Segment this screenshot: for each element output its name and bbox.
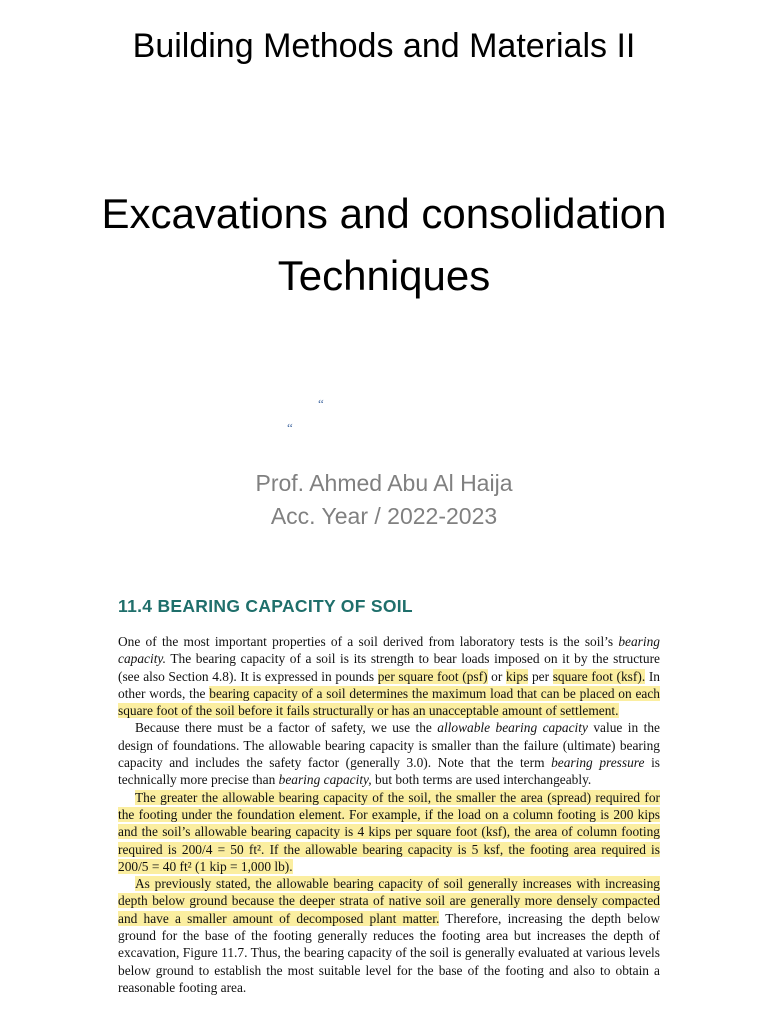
- slide-title: Building Methods and Materials II: [132, 27, 636, 65]
- excerpt-body: [118, 633, 660, 996]
- excerpt-paragraph-1: One of the most important properties of a soil derived from laboratory tests is the soil’s bearing capacity. The bearing capacity of a soil is its strength to bear loads imposed on it by the structure (see also Section 4.8). It is expressed in pounds per square foot (psf) or kips per square foot (ksf). In other words, the bearing capacity of a soil determines the maximum load that can be placed on each square foot of the soil before it fails structurally or has an unacceptable amount of settlement.: [118, 634, 660, 719]
- academic-year: Acc. Year / 2022-2023: [270, 503, 498, 529]
- slide-subtitle: [0, 183, 768, 307]
- subtitle-line-1: Excavations and consolidation: [101, 190, 667, 237]
- author-block: [0, 467, 768, 533]
- excerpt-paragraph-3: The greater the allowable bearing capacity of the soil, the smaller the area (spread) required for the footing under the foundation element. For example, if the load on a column footing is 200 kips and the soil’s allowable bearing capacity is 4 kips per square foot (ksf), the area of column footing required is 200/4 = 50 ft². If the allowable bearing capacity is 5 ksf, the footing area required is 200/5 = 40 ft² (1 kip = 1,000 lb).: [118, 789, 660, 874]
- subtitle-line-2: Techniques: [277, 252, 491, 299]
- author-name: Prof. Ahmed Abu Al Haija: [255, 470, 513, 496]
- quote-mark: “: [318, 396, 324, 411]
- excerpt-paragraph-4: As previously stated, the allowable bearing capacity of soil generally increases with increasing depth below ground because the deeper strata of native soil are generally more densely compacted and have a smaller amount of decomposed plant matter. Therefore, increasing the depth below ground for the base of the footing generally reduces the footing area but increases the depth of excavation, Figure 11.7. Thus, the bearing capacity of the soil is generally evaluated at various levels below ground to establish the most suitable level for the base of the footing and also to obtain a reasonable footing area.: [118, 876, 660, 995]
- excerpt-paragraph-2: Because there must be a factor of safety, we use the allowable bearing capacity value in the design of foundations. The allowable bearing capacity is smaller than the failure (ultimate) bearing capacity and includes the safety factor (generally 3.0). Note that the term bearing pressure is technically more precise than bearing capacity, but both terms are used interchangeably.: [118, 720, 660, 788]
- excerpt-heading: 11.4 BEARING CAPACITY OF SOIL: [118, 596, 413, 616]
- quote-mark: “: [287, 420, 293, 435]
